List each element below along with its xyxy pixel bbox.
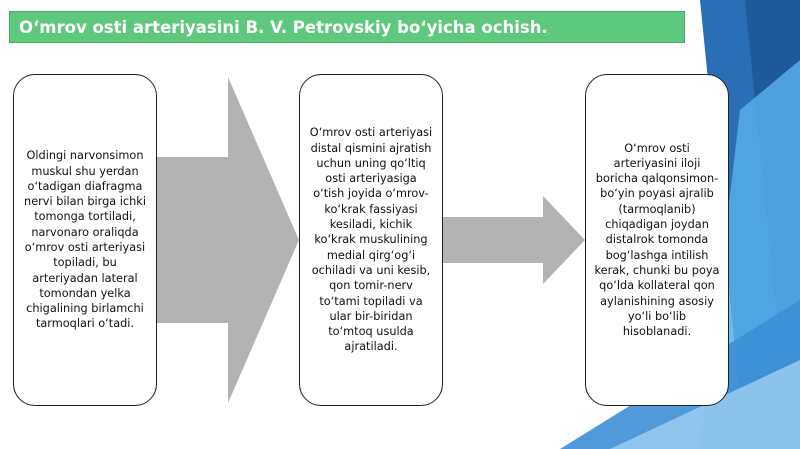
step-box-2 <box>299 74 443 406</box>
slide-title: O‘mrov osti arteriyasini B. V. Petrovskiy bo‘yicha ochish. <box>19 17 548 37</box>
step-3-text: O‘mrov osti arteriyasini iloji boricha qalqonsimon-bo‘yin poyasi ajralib (tarmoqlanib) chiqadigan joydan distalrok tomonda bog‘lashga intilish kerak, chunki bu poya qo‘lda kollateral qon aylanishining asosiy yo‘li bo‘lib hisoblanadi. <box>594 141 720 339</box>
arrow-2-icon <box>443 196 585 284</box>
step-box-3 <box>585 74 729 406</box>
arrow-1-icon <box>157 77 299 403</box>
step-1-text: Oldingi narvonsimon muskul shu yerdan o‘tadigan diafragma nervi bilan birga ichki tomonga tortiladi, narvonaro oraliqda o‘mrov osti arteriyasi topiladi, bu arteriyadan lateral tomondan yelka chigalining birlamchi tarmoqlari o‘tadi. <box>24 149 146 331</box>
step-2-text: O‘mrov osti arteriyasi distal qismini ajratish uchun uning qo‘ltiq osti arteriyasiga o‘tish joyida o‘mrov-ko‘krak fassiyasi kesiladi, kichik ko‘krak muskulining medial qirg‘og‘i ochiladi va uni kesib, qon tomir-nerv to‘tami topiladi va ular bir-biridan to‘mtoq usulda ajratiladi. <box>309 126 433 354</box>
step-box-1 <box>13 74 157 406</box>
